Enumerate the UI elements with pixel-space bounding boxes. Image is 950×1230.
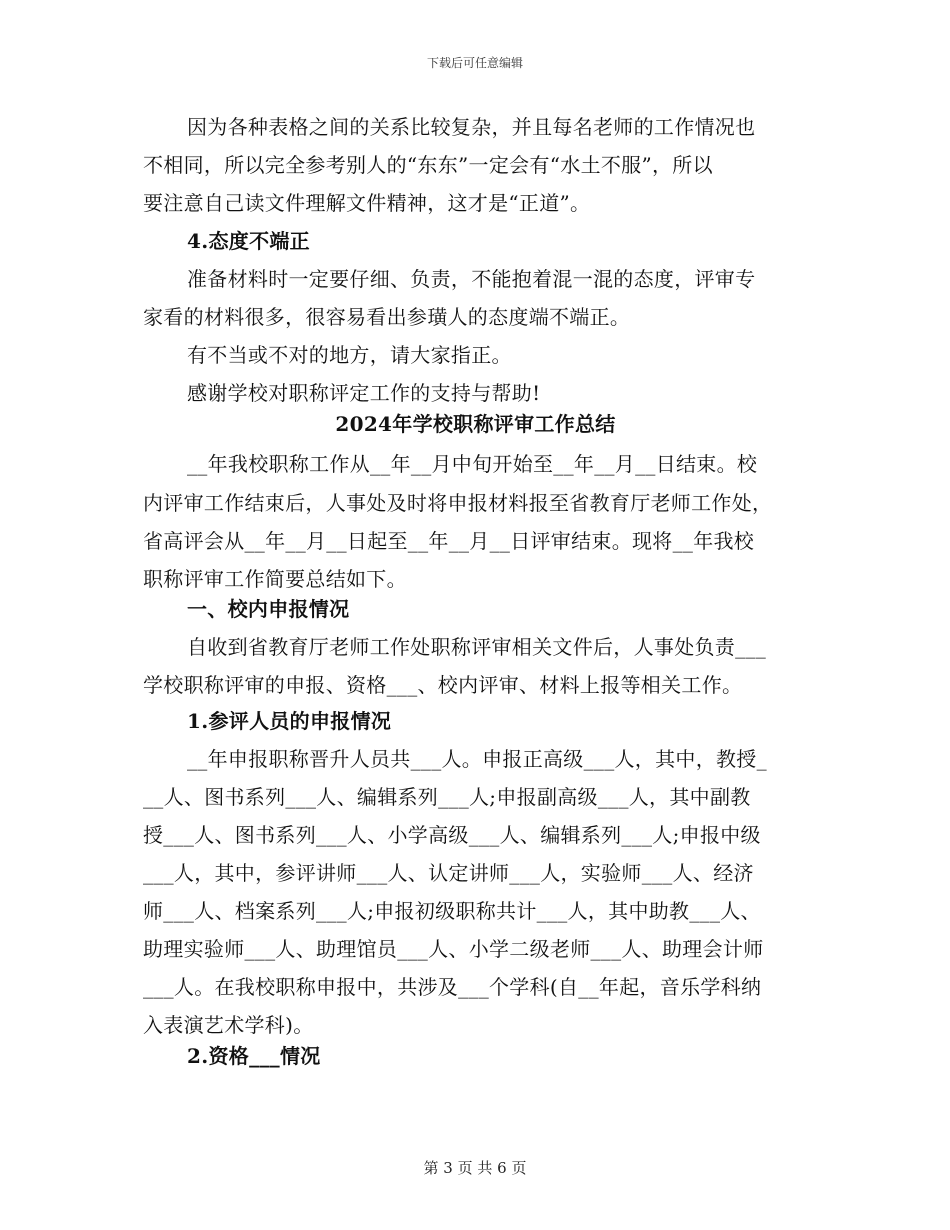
subsection-heading: 2.资格___情况 bbox=[187, 1044, 321, 1068]
paragraph-line: 自收到省教育厅老师工作处职称评审相关文件后，人事处负责___ bbox=[187, 635, 766, 659]
paragraph-line: 不相同，所以完全参考别人的“东东”一定会有“水土不服”，所以 bbox=[143, 153, 713, 177]
paragraph-line: 要注意自己读文件理解文件精神，这才是“正道”。 bbox=[143, 191, 591, 215]
page-header: 下载后可任意编辑 bbox=[426, 56, 523, 70]
subsection-heading: 1.参评人员的申报情况 bbox=[187, 709, 392, 733]
paragraph-line: 家看的材料很多，很容易看出参璜人的态度端不端正。 bbox=[143, 305, 631, 329]
paragraph-line: 准备材料时一定要仔细、负责，不能抱着混一混的态度，评审专 bbox=[187, 267, 756, 291]
paragraph-line: 省高评会从__年__月__日起至__年__月__日评审结束。现将__年我校 bbox=[143, 529, 755, 553]
section-heading: 4.态度不端正 bbox=[187, 229, 310, 253]
paragraph-line: 入表演艺术学科)。 bbox=[143, 1013, 314, 1037]
paragraph-line: __人、图书系列___人、编辑系列___人;申报副高级___人，其中副教 bbox=[143, 785, 751, 809]
paragraph-line: 授___人、图书系列___人、小学高级___人、编辑系列___人;申报中级 bbox=[143, 823, 761, 847]
paragraph-line: ___人。在我校职称申报中，共涉及___个学科(自__年起，音乐学科纳 bbox=[143, 975, 762, 999]
paragraph-line: 师___人、档案系列___人;申报初级职称共计___人，其中助教___人、 bbox=[143, 899, 761, 923]
paragraph-line: 助理实验师___人、助理馆员___人、小学二级老师___人、助理会计师 bbox=[143, 937, 764, 961]
paragraph-line: 职称评审工作简要总结如下。 bbox=[143, 567, 407, 591]
paragraph-line: 感谢学校对职称评定工作的支持与帮助! bbox=[187, 381, 541, 405]
page-footer: 第 3 页 共 6 页 bbox=[423, 1159, 527, 1177]
paragraph-line: 因为各种表格之间的关系比较复杂，并且每名老师的工作情况也 bbox=[187, 115, 756, 139]
document-title: 2024年学校职称评审工作总结 bbox=[335, 412, 616, 436]
paragraph-line: 有不当或不对的地方，请大家指正。 bbox=[187, 343, 512, 367]
paragraph-line: 内评审工作结束后，人事处及时将申报材料报至省教育厅老师工作处， bbox=[143, 491, 773, 515]
paragraph-line: __年申报职称晋升人员共___人。申报正高级___人，其中，教授_ bbox=[187, 747, 767, 771]
paragraph-line: 学校职称评审的申报、资格___、校内评审、材料上报等相关工作。 bbox=[143, 673, 743, 697]
paragraph-line: ___人，其中，参评讲师___人、认定讲师___人，实验师___人、经济 bbox=[143, 861, 754, 885]
section-heading: 一、校内申报情况 bbox=[187, 597, 350, 621]
paragraph-line: __年我校职称工作从__年__月中旬开始至__年__月__日结束。校 bbox=[187, 452, 758, 476]
